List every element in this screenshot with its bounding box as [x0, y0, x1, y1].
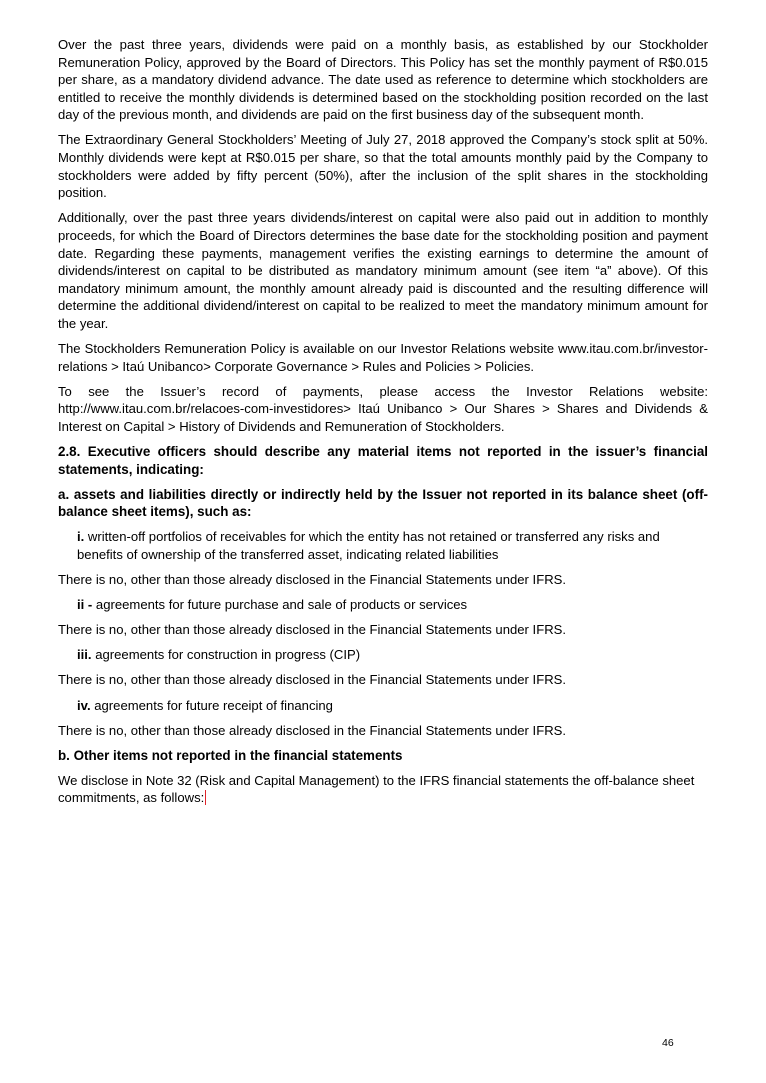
item-iv [58, 697, 708, 715]
paragraph-stock-split: The Extraordinary General Stockholders’ Meeting of July 27, 2018 approved the Company’s stock split at 50%. Monthly dividends were kept at R$0.015 per share, so that the total amounts monthly paid by the Company to stockholders were added by fifty percent (50%), after the inclusion of the split shares in the stockholding position. [58, 132, 708, 201]
item-iv-label: iv. [77, 697, 91, 713]
item-i-label: i. [77, 529, 85, 545]
item-i-answer: There is no, other than those already disclosed in the Financial Statements under IFRS. [58, 572, 567, 588]
item-ii-answer: There is no, other than those already disclosed in the Financial Statements under IFRS. [58, 622, 567, 638]
subheading-a: a. assets and liabilities directly or indirectly held by the Issuer not reported in its balance sheet (off-balance sheet items), such as: [58, 486, 708, 520]
paragraph-interest-on-capital: Additionally, over the past three years dividends/interest on capital were also paid out in addition to monthly proceeds, for which the Board of Directors determines the base date for the stockholding position and payment date. Regarding these payments, management verifies the existing earnings to determine the amount of dividends/interest on capital to be distributed as mandatory minimum amount (see item “a” above). Of this mandatory minimum amount, the monthly amount already paid is discounted and the resulting difference will determine the additional dividend/interest on capital to be realized to meet the mandatory minimum amount for the year. [58, 210, 708, 331]
item-ii-label: ii - [77, 597, 93, 613]
item-iv-text: agreements for future receipt of financing [90, 697, 333, 713]
paragraph-monthly-dividends: Over the past three years, dividends were paid on a monthly basis, as established by our Stockholder Remuneration Policy, approved by the Board of Directors. This Policy has set the monthly payment of R$0.015 per share, as a mandatory dividend advance. The date used as reference to determine which stockholders are entitled to receive the monthly dividends is determined based on the stockholding position recorded on the last day of the previous month, and dividends are paid on the first business day of the subsequent month. [58, 37, 708, 123]
page-number: 46 [662, 1037, 674, 1049]
item-iii-text: agreements for construction in progress (CIP) [91, 647, 361, 663]
paragraph-remuneration-policy: The Stockholders Remuneration Policy is available on our Investor Relations website www.itau.com.br/investor-relations > Itaú Unibanco> Corporate Governance > Rules and Policies > Policies. [58, 341, 708, 374]
item-iii [58, 646, 708, 664]
item-ii-text: agreements for future purchase and sale of products or services [92, 597, 468, 613]
document-page [58, 36, 708, 814]
paragraph-payment-record: To see the Issuer’s record of payments, please access the Investor Relations website: http://www.itau.com.br/relacoes-com-investidores> Itaú Unibanco > Our Shares > Shares and Dividends & Interest on Capital > History of Dividends and Remuneration of Stockholders. [58, 383, 708, 434]
item-iii-label: iii. [77, 647, 92, 663]
item-ii [58, 596, 708, 614]
item-iii-answer: There is no, other than those already disclosed in the Financial Statements under IFRS. [58, 672, 567, 688]
closing-text: We disclose in Note 32 (Risk and Capital Management) to the IFRS financial statements the off-balance sheet commitments, as follows: [58, 772, 695, 806]
item-iv-answer: There is no, other than those already disclosed in the Financial Statements under IFRS. [58, 722, 567, 738]
text-cursor [205, 790, 206, 805]
item-i [58, 528, 708, 563]
subheading-b: b. Other items not reported in the financial statements [58, 747, 403, 763]
item-i-text: written-off portfolios of receivables for which the entity has not retained or transferred any risks and benefits of ownership of the transferred asset, indicating related liabilities [77, 529, 660, 562]
section-heading-2-8: 2.8. Executive officers should describe any material items not reported in the issuer’s financial statements, indicating: [58, 443, 708, 477]
closing-paragraph [58, 772, 708, 807]
